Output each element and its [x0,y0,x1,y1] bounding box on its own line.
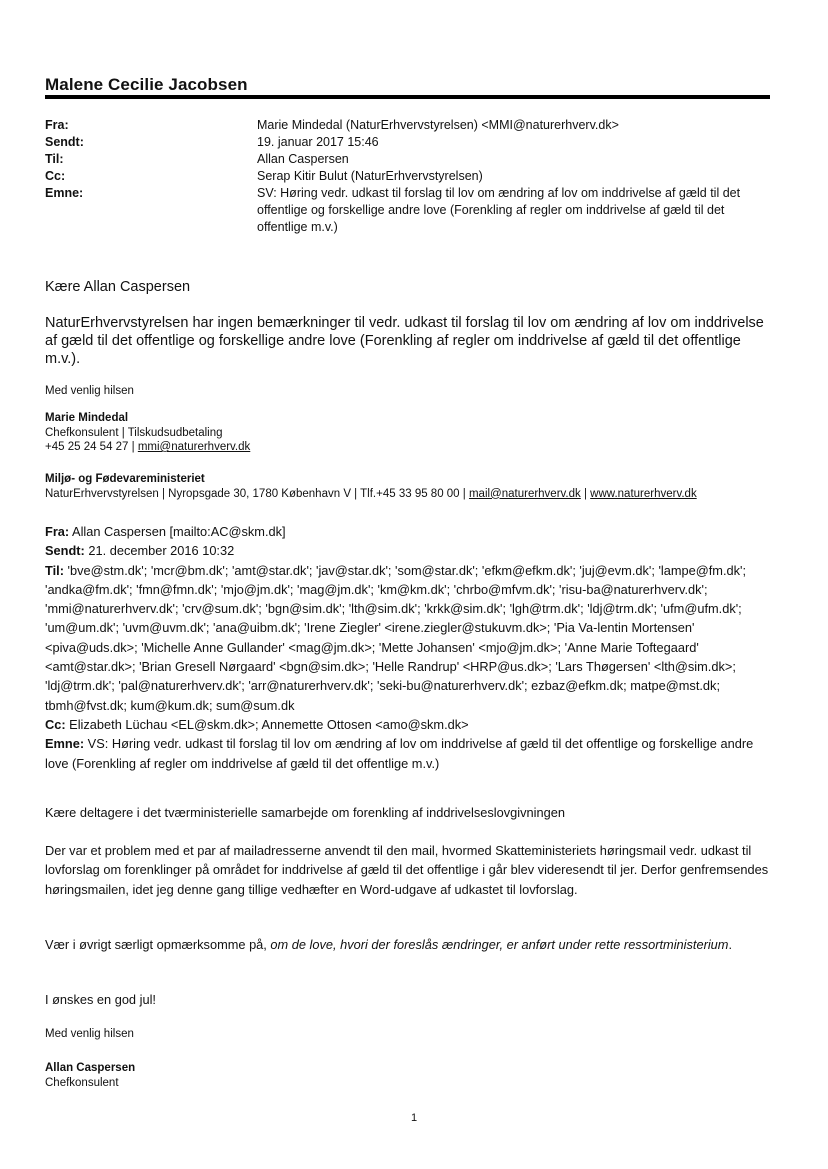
fwd-cc-label: Cc: [45,716,66,732]
reply-sig-phone: +45 25 24 54 27 | [45,441,138,453]
fwd-paragraph-2 [45,935,770,954]
header-from-value: Marie Mindedal (NaturErhvervstyrelsen) <MMI@naturerhverv.dk> [257,118,619,132]
page-number: 1 [410,1112,418,1124]
fwd-wish: I ønskes en god jul! [45,992,156,1007]
reply-signature [45,411,770,455]
fwd-to-row [45,561,770,715]
fwd-subject-value: VS: Høring vedr. udkast til forslag til lov om ændring af lov om inddrivelse af gæld til det offentlige og forskellige andre love (Forenkling af regler om inddrivelse af gæld til det offentlige m.v.) [45,736,754,771]
reply-greeting: Kære Allan Caspersen [45,279,191,295]
fwd-sig-name: Allan Caspersen [45,1062,136,1074]
reply-closing: Med venlig hilsen [45,385,134,397]
header-cc-label: Cc: [45,169,66,183]
fwd-para2-italic: om de love, hvori der foreslås ændringer, er anført under rette ressortministerium [270,937,729,952]
reply-sig-title: Chefkonsulent | Tilskudsudbetaling [45,426,223,439]
fwd-paragraph-1: Der var et problem med et par af mailadresserne anvendt til den mail, hvormed Skatteministeriets høringsmail vedr. udkast til lovforslag om forenklinger på området for inddrivelse af gæld til det offentlige i går blev videresendt til jer. Derfor genfremsendes høringsmailen, idet jeg denne gang tillige vedhæfter en Word-udgave af udkastet til lovforslag. [45,843,769,897]
reply-body: NaturErhvervstyrelsen har ingen bemærkninger til vedr. udkast til forslag til lov om ændring af lov om inddrivelse af gæld til det offentlige og forskellige andre love (Forenkling af regler om inddrivelse af gæld til det offentlige m.v.). [45,315,764,367]
fwd-from-value: Allan Caspersen [mailto:AC@skm.dk] [69,524,286,539]
header-cc-value: Serap Kitir Bulut (NaturErhvervstyrelsen) [257,169,483,183]
header-to-label: Til: [45,152,64,166]
ministry-name: Miljø- og Fødevareministeriet [45,473,205,485]
fwd-cc-row [45,715,770,734]
fwd-from-label: Fra: [45,524,70,539]
fwd-sent-row [45,541,770,560]
header-from-label: Fra: [45,118,69,132]
reply-sig-email-link[interactable]: mmi@naturerhverv.dk [137,441,251,453]
fwd-greeting: Kære deltagere i det tværministerielle samarbejde om forenkling af inddrivelseslovgivningen [45,805,565,820]
reply-org-block [45,472,770,501]
org-separator: | [580,487,591,500]
org-web-link[interactable]: www.naturerhverv.dk [590,487,697,500]
fwd-sent-label: Sendt: [45,543,85,559]
fwd-para2-start: Vær i øvrigt særligt opmærksomme på, [45,937,271,952]
fwd-subject-row [45,734,770,773]
org-contact-line [45,487,770,502]
sender-name: Malene Cecilie Jacobsen [45,75,248,94]
org-email-link[interactable]: mail@naturerhverv.dk [468,487,581,500]
org-address: NaturErhvervstyrelsen | Nyropsgade 30, 1780 København V | Tlf.+45 33 95 80 00 | [45,487,469,500]
reply-sig-name: Marie Mindedal [45,412,129,424]
fwd-closing: Med venlig hilsen [45,1028,134,1040]
fwd-to-value: 'bve@stm.dk'; 'mcr@bm.dk'; 'amt@star.dk'; 'jav@star.dk'; 'som@star.dk'; 'efkm@efkm.dk'; 'juj@evm.dk'; 'lampe@fm.dk'; 'andka@fm.dk'; 'fmn@fmn.dk'; 'mjo@jm.dk'; 'mag@jm.dk'; 'km@km.dk'; 'chrbo@mfvm.dk'; 'risu-ba@naturerhverv.dk'; 'mmi@naturerhverv.dk'; 'crv@sum.dk'; 'bgn@sim.dk'; 'lth@sim.dk'; 'krkk@sim.dk'; 'lgh@trm.dk'; 'ldj@trm.dk'; 'ufm@ufm.dk'; 'um@um.dk'; 'uvm@uvm.dk'; 'ana@uibm.dk'; 'Irene Ziegler' <irene.ziegler@stukuvm.dk>; 'Pia Va-lentin Mortensen' <piva@uds.dk>; 'Michelle Anne Gullander' <mag@jm.dk>; 'Mette Johansen' <mjo@jm.dk>; 'Anne Marie Toftegaard' <amt@star.dk>; 'Brian Gresell Nørgaard' <bgn@sim.dk>; 'Helle Randrup' <HRP@us.dk>; 'Lars Thøgersen' <lth@sim.dk>; 'ldj@trm.dk'; 'pal@naturerhverv.dk'; 'arr@naturerhverv.dk'; 'seki-bu@naturerhverv.dk'; ezbaz@efkm.dk; matpe@mst.dk; tbmh@fvst.dk; kum@kum.dk; sum@sum.dk [45,562,747,713]
fwd-signature [45,1061,770,1090]
fwd-sent-value: 21. december 2016 10:32 [84,543,235,559]
header-divider [45,95,770,99]
fwd-cc-value: Elizabeth Lüchau <EL@skm.dk>; Annemette Ottosen <amo@skm.dk> [65,716,469,732]
fwd-para2-end: . [728,937,733,952]
forwarded-header [45,522,770,773]
fwd-from-row [45,522,770,541]
reply-sig-contact [45,440,770,455]
header-sent-label: Sendt: [45,135,84,149]
fwd-subject-label: Emne: [45,736,85,752]
header-subject-label: Emne: [45,186,84,200]
header-subject-value: SV: Høring vedr. udkast til forslag til lov om ændring af lov om inddrivelse af gæld til det offentlige og forskellige andre love (Forenkling af regler om inddrivelse af gæld til det offentlige m.v.) [257,186,741,234]
header-sent-value: 19. januar 2017 15:46 [257,135,379,149]
fwd-to-label: Til: [45,562,64,578]
header-to-value: Allan Caspersen [257,152,349,166]
fwd-sig-title: Chefkonsulent [45,1076,119,1089]
